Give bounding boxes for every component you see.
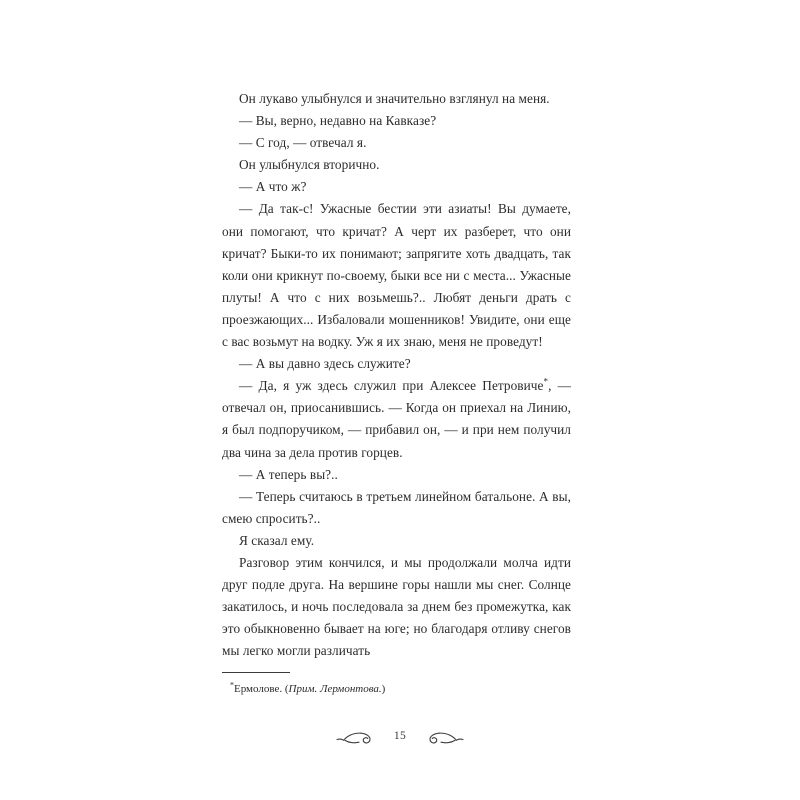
page-number: 15 (393, 730, 407, 742)
paragraph: — А что ж? (239, 179, 307, 195)
paragraph: — Вы, верно, недавно на Кавказе? (239, 113, 437, 129)
paragraph: — С год, — отвечал я. (239, 135, 367, 151)
page-footer (0, 726, 800, 746)
footnote-separator-rule (222, 672, 290, 673)
paragraph-text-before-ref: — Да, я уж здесь служил при Алексее Петровиче (239, 378, 544, 394)
footnote-reference-marker[interactable]: * (543, 376, 549, 387)
paragraph: — А вы давно здесь служите? (239, 356, 411, 372)
paragraph: — А теперь вы?.. (239, 466, 338, 482)
footnote-area (222, 672, 571, 697)
paragraph: Он лукаво улыбнулся и значительно взглянул на меня. (239, 91, 550, 106)
paragraph-with-footnote-ref (222, 375, 575, 463)
flourish-ornament-left (335, 726, 387, 746)
paragraph: — Теперь считаюсь в третьем линейном батальоне. А вы, смею спросить?.. (222, 488, 575, 526)
footnote-text-tail: ) (381, 683, 386, 695)
footnote-marker: * (230, 680, 234, 690)
paragraph: Он улыбнулся вторично. (239, 157, 380, 173)
paragraph: Я сказал ему. (239, 532, 315, 548)
footnote-text-plain: Ермолове. ( (234, 683, 289, 695)
paragraph: — Да так-с! Ужасные бестии эти азиаты! Вы думаете, они помогают, что кричат? А черт их разберет, что они кричат? Быки-то их понимают; запрягите хоть двадцать, так коли они крикнут по-своему, быки все ни с места... Ужасные плуты! А что с них возьмешь?.. Любят деньги драть с проезжающих... Избаловали мошенников! Увидите, они еще с вас возьмут на водку. Уж я их знаю, меня не проведут! (222, 201, 575, 350)
paragraph: Разговор этим кончился, и мы продолжали молча идти друг подле друга. На вершине горы нашли мы снег. Солнце закатилось, и ночь последовала за днем без промежутка, как это обыкновенно бывает на юге; но благодаря отливу снегов мы легко могли различать (222, 554, 575, 659)
body-text-column (222, 88, 575, 662)
footnote-text-italic: Прим. Лермонтова. (288, 683, 382, 695)
footnote-entry (222, 682, 571, 697)
flourish-ornament-right (413, 726, 465, 746)
paragraph-text-after-ref: , — отвечал он, приосанившись. — Когда он приехал на Линию, я был подпоручиком, — прибавил он, — и при нем получил два чина за дела против горцев. (222, 378, 575, 460)
